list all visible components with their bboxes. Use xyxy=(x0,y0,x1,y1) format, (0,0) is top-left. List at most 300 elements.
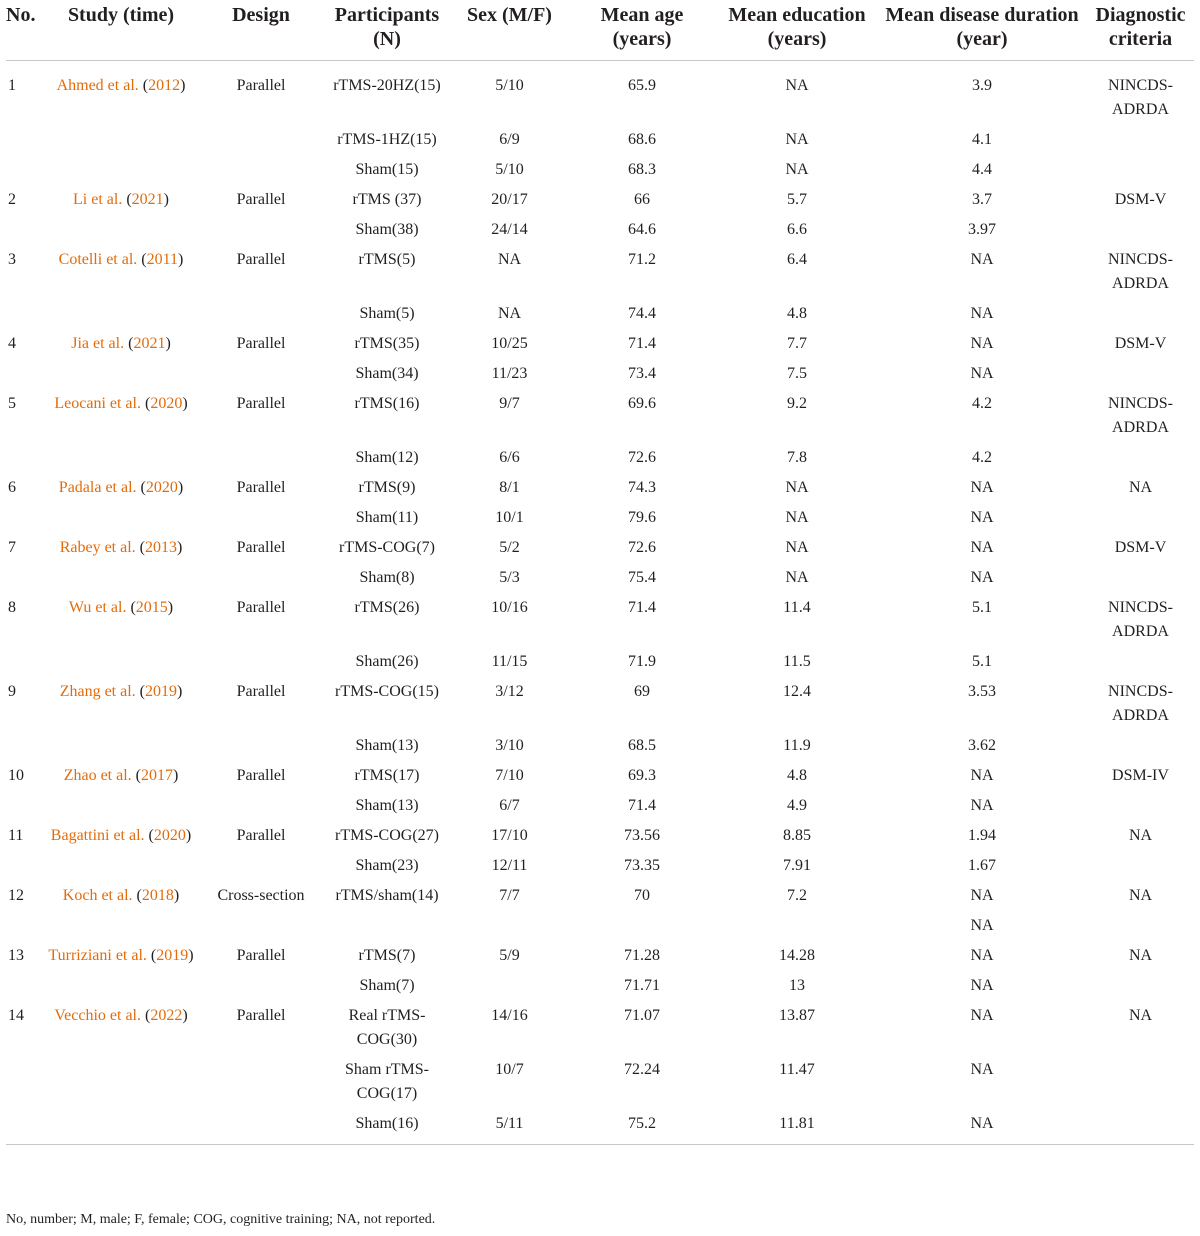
cell-disease-duration: 4.2 xyxy=(972,449,992,466)
cell-study: Turriziani et al. (2019) xyxy=(48,947,194,964)
table-row xyxy=(6,818,1194,848)
study-author-link[interactable]: Ahmed et al. xyxy=(56,77,139,94)
cell-participants: rTMS(7) xyxy=(358,947,416,964)
cell-disease-duration: 3.7 xyxy=(972,191,992,208)
cell-participants: Sham(23) xyxy=(355,857,419,874)
cell-design xyxy=(200,500,322,530)
cell-sex: 14/16 xyxy=(491,1007,528,1024)
study-year-link[interactable]: 2019 xyxy=(156,947,189,964)
cell-no: 13 xyxy=(8,947,24,964)
cell-diagnostic-criteria xyxy=(1087,848,1194,878)
cell-sex: 3/12 xyxy=(495,683,524,700)
table-row xyxy=(6,326,1194,356)
cell-mean-age: 71.2 xyxy=(628,251,656,268)
cell-mean-age: 69.3 xyxy=(628,767,656,784)
study-year-link[interactable]: 2018 xyxy=(141,887,174,904)
cell-design xyxy=(200,1052,322,1106)
cell-mean-education: 9.2 xyxy=(787,395,807,412)
cell-mean-education: 7.91 xyxy=(783,857,811,874)
cell-disease-duration: 1.67 xyxy=(968,857,996,874)
table-row xyxy=(6,530,1194,560)
cell-design xyxy=(200,560,322,590)
header-design: Design xyxy=(232,4,290,26)
cell-disease-duration: NA xyxy=(970,947,994,964)
cell-mean-education: 13.87 xyxy=(779,1007,815,1024)
study-year-link[interactable]: 2021 xyxy=(131,191,164,208)
table-footnote: No, number; M, male; F, female; COG, cognitive training; NA, not reported. xyxy=(6,1212,436,1227)
cell-study: Bagattini et al. (2020) xyxy=(50,827,192,844)
cell-design: Cross-section xyxy=(217,887,305,904)
cell-sex: 12/11 xyxy=(491,857,528,874)
cell-mean-education: NA xyxy=(785,569,809,586)
cell-no xyxy=(6,500,42,530)
cell-design: Parallel xyxy=(236,683,286,700)
study-year-link[interactable]: 2022 xyxy=(150,1007,183,1024)
table-row xyxy=(6,296,1194,326)
cell-study xyxy=(42,968,200,998)
table-row xyxy=(6,938,1194,968)
cell-diagnostic-criteria: NINCDS-ADRDA xyxy=(1108,251,1173,292)
cell-diagnostic-criteria: DSM-IV xyxy=(1112,767,1169,784)
cell-participants: Sham(7) xyxy=(359,977,415,994)
cell-sex: 20/17 xyxy=(491,191,528,208)
cell-study: Padala et al. (2020) xyxy=(58,479,184,496)
study-author-link[interactable]: Rabey et al. xyxy=(59,539,136,556)
cell-sex: 24/14 xyxy=(491,221,528,238)
cell-study xyxy=(42,560,200,590)
cell-no xyxy=(6,152,42,182)
study-year-link[interactable]: 2012 xyxy=(148,77,181,94)
cell-disease-duration: NA xyxy=(970,365,994,382)
cell-disease-duration: NA xyxy=(970,251,994,268)
cell-no: 7 xyxy=(8,539,16,556)
study-year-link[interactable]: 2015 xyxy=(135,599,168,616)
cell-design xyxy=(200,440,322,470)
cell-design: Parallel xyxy=(236,251,286,268)
cell-design: Parallel xyxy=(236,947,286,964)
study-author-link[interactable]: Koch et al. xyxy=(62,887,133,904)
cell-study xyxy=(42,212,200,242)
study-author-link[interactable]: Padala et al. xyxy=(58,479,137,496)
cell-participants: Sham(13) xyxy=(355,737,419,754)
cell-no xyxy=(6,356,42,386)
cell-sex: 17/10 xyxy=(491,827,528,844)
cell-mean-age: 71.07 xyxy=(624,1007,660,1024)
cell-sex: 5/9 xyxy=(499,947,520,964)
cell-disease-duration: 4.1 xyxy=(972,131,992,148)
cell-diagnostic-criteria xyxy=(1087,968,1194,998)
cell-design: Parallel xyxy=(236,1007,286,1024)
cell-design: Parallel xyxy=(236,539,286,556)
cell-no: 12 xyxy=(8,887,24,904)
cell-study: Leocani et al. (2020) xyxy=(54,395,188,412)
cell-diagnostic-criteria: DSM-V xyxy=(1114,539,1167,556)
cell-study: Zhang et al. (2019) xyxy=(59,683,183,700)
cell-participants: rTMS(9) xyxy=(358,479,416,496)
cell-study xyxy=(42,356,200,386)
cell-mean-education: NA xyxy=(785,77,809,94)
cell-participants: rTMS(17) xyxy=(354,767,420,784)
cell-mean-age: 71.28 xyxy=(624,947,660,964)
cell-participants: Sham(34) xyxy=(355,365,419,382)
cell-study xyxy=(42,500,200,530)
cell-diagnostic-criteria: NA xyxy=(1128,947,1153,964)
cell-participants: rTMS/sham(14) xyxy=(335,887,439,904)
cell-design: Parallel xyxy=(236,395,286,412)
cell-disease-duration: NA xyxy=(970,1007,994,1024)
study-year-link[interactable]: 2011 xyxy=(146,251,179,268)
cell-mean-education: 6.6 xyxy=(787,221,807,238)
table-row xyxy=(6,968,1194,998)
cell-participants: rTMS-20HZ(15) xyxy=(333,77,441,94)
cell-disease-duration: 4.2 xyxy=(972,395,992,412)
study-author-link[interactable]: Li et al. xyxy=(73,191,123,208)
cell-participants xyxy=(322,908,452,938)
cell-design xyxy=(200,356,322,386)
cell-mean-education: 11.9 xyxy=(783,737,811,754)
header-participants: Participants (N) xyxy=(334,4,440,50)
cell-sex: 11/23 xyxy=(491,365,528,382)
cell-mean-age: 72.6 xyxy=(628,539,656,556)
cell-design xyxy=(200,296,322,326)
table-row xyxy=(6,182,1194,212)
table-row xyxy=(6,848,1194,878)
cell-sex: 5/10 xyxy=(495,77,524,94)
table-row xyxy=(6,242,1194,296)
cell-mean-age: 73.4 xyxy=(628,365,656,382)
cell-disease-duration: 5.1 xyxy=(972,653,992,670)
cell-diagnostic-criteria: DSM-V xyxy=(1114,335,1167,352)
cell-disease-duration: NA xyxy=(970,509,994,526)
cell-diagnostic-criteria: NA xyxy=(1128,479,1153,496)
cell-mean-age: 70 xyxy=(634,887,650,904)
table-row xyxy=(6,644,1194,674)
study-characteristics-table xyxy=(6,0,1194,1145)
cell-disease-duration: 5.1 xyxy=(972,599,992,616)
study-year-link[interactable]: 2019 xyxy=(144,683,177,700)
study-author-link[interactable]: Leocani et al. xyxy=(54,395,141,412)
cell-diagnostic-criteria xyxy=(1087,908,1194,938)
header-row xyxy=(6,0,1194,61)
study-year-link[interactable]: 2013 xyxy=(144,539,177,556)
cell-mean-age: 69.6 xyxy=(628,395,656,412)
cell-mean-age: 71.71 xyxy=(624,977,660,994)
cell-mean-education: 11.81 xyxy=(779,1115,815,1132)
study-year-link[interactable]: 2020 xyxy=(150,395,183,412)
cell-no xyxy=(6,440,42,470)
cell-study: Li et al. (2021) xyxy=(73,191,169,208)
study-author-link[interactable]: Wu et al. xyxy=(68,599,127,616)
cell-participants: Sham(15) xyxy=(355,161,419,178)
cell-design xyxy=(200,212,322,242)
cell-diagnostic-criteria xyxy=(1087,122,1194,152)
cell-diagnostic-criteria xyxy=(1087,644,1194,674)
study-author-link[interactable]: Zhao et al. xyxy=(63,767,132,784)
cell-mean-age: 74.3 xyxy=(628,479,656,496)
cell-study xyxy=(42,788,200,818)
study-author-link[interactable]: Vecchio et al. xyxy=(54,1007,141,1024)
cell-sex: 6/7 xyxy=(499,797,520,814)
table-row xyxy=(6,470,1194,500)
cell-design xyxy=(200,848,322,878)
cell-mean-education: NA xyxy=(785,479,809,496)
cell-study: Ahmed et al. (2012) xyxy=(56,77,186,94)
study-year-link[interactable]: 2017 xyxy=(140,767,173,784)
cell-no xyxy=(6,968,42,998)
cell-no: 10 xyxy=(8,767,24,784)
cell-participants: rTMS-1HZ(15) xyxy=(337,131,437,148)
header-no: No. xyxy=(6,4,36,26)
cell-sex: 3/10 xyxy=(495,737,524,754)
cell-sex: 5/10 xyxy=(495,161,524,178)
cell-diagnostic-criteria xyxy=(1087,212,1194,242)
cell-no xyxy=(6,788,42,818)
cell-participants: Sham(8) xyxy=(359,569,415,586)
table-row xyxy=(6,590,1194,644)
cell-sex: 10/25 xyxy=(491,335,528,352)
cell-study xyxy=(42,728,200,758)
cell-participants: Sham(26) xyxy=(355,653,419,670)
table-row xyxy=(6,1052,1194,1106)
cell-sex: 7/7 xyxy=(499,887,520,904)
cell-disease-duration: NA xyxy=(970,977,994,994)
table-row xyxy=(6,560,1194,590)
cell-mean-education: 4.9 xyxy=(787,797,807,814)
cell-disease-duration: NA xyxy=(970,1061,994,1078)
cell-participants: rTMS(35) xyxy=(354,335,420,352)
cell-sex: 9/7 xyxy=(499,395,520,412)
cell-no: 6 xyxy=(8,479,16,496)
cell-disease-duration: 1.94 xyxy=(968,827,996,844)
cell-no xyxy=(6,644,42,674)
cell-participants: Sham rTMS-COG(17) xyxy=(345,1061,429,1102)
table-row xyxy=(6,878,1194,908)
cell-diagnostic-criteria: DSM-V xyxy=(1114,191,1167,208)
cell-mean-education: 5.7 xyxy=(787,191,807,208)
table-row xyxy=(6,61,1194,123)
cell-design xyxy=(200,968,322,998)
table-row xyxy=(6,788,1194,818)
cell-diagnostic-criteria xyxy=(1087,500,1194,530)
cell-design xyxy=(200,644,322,674)
cell-study: Vecchio et al. (2022) xyxy=(54,1007,188,1024)
cell-participants: Sham(11) xyxy=(355,509,419,526)
cell-study: Wu et al. (2015) xyxy=(68,599,174,616)
table-row xyxy=(6,1106,1194,1145)
table-row xyxy=(6,356,1194,386)
cell-sex: NA xyxy=(497,251,522,268)
cell-participants: Sham(12) xyxy=(355,449,419,466)
cell-mean-education: 7.7 xyxy=(787,335,807,352)
cell-diagnostic-criteria xyxy=(1087,152,1194,182)
study-year-link[interactable]: 2021 xyxy=(133,335,166,352)
cell-mean-age: 68.3 xyxy=(628,161,656,178)
cell-sex: 5/2 xyxy=(499,539,520,556)
cell-mean-age: 75.4 xyxy=(628,569,656,586)
cell-participants: rTMS(16) xyxy=(354,395,420,412)
cell-disease-duration: NA xyxy=(970,305,994,322)
cell-participants: Sham(16) xyxy=(355,1115,419,1132)
cell-no xyxy=(6,1106,42,1145)
cell-participants: rTMS-COG(27) xyxy=(335,827,439,844)
cell-mean-age: 69 xyxy=(634,683,650,700)
study-author-link[interactable]: Jia et al. xyxy=(71,335,125,352)
cell-no xyxy=(6,212,42,242)
table-row xyxy=(6,758,1194,788)
cell-mean-education: 6.4 xyxy=(787,251,807,268)
cell-study xyxy=(42,122,200,152)
cell-disease-duration: NA xyxy=(970,797,994,814)
cell-mean-age: 66 xyxy=(634,191,650,208)
cell-sex: 6/9 xyxy=(499,131,520,148)
cell-design xyxy=(200,152,322,182)
cell-design xyxy=(200,122,322,152)
cell-mean-education: NA xyxy=(785,509,809,526)
cell-disease-duration: 4.4 xyxy=(972,161,992,178)
cell-disease-duration: NA xyxy=(970,1115,994,1132)
cell-participants: Sham(5) xyxy=(359,305,415,322)
cell-diagnostic-criteria: NA xyxy=(1128,887,1153,904)
table-row xyxy=(6,728,1194,758)
cell-design: Parallel xyxy=(236,191,286,208)
cell-no: 1 xyxy=(8,77,16,94)
table-row xyxy=(6,386,1194,440)
cell-participants: rTMS(5) xyxy=(358,251,416,268)
cell-mean-education: 7.8 xyxy=(787,449,807,466)
cell-study xyxy=(42,848,200,878)
cell-mean-education: 4.8 xyxy=(787,767,807,784)
cell-study xyxy=(42,1052,200,1106)
cell-study xyxy=(42,1106,200,1145)
cell-participants: rTMS(26) xyxy=(354,599,420,616)
cell-mean-education: 11.47 xyxy=(779,1061,815,1078)
study-author-link[interactable]: Cotelli et al. xyxy=(58,251,138,268)
cell-no: 4 xyxy=(8,335,16,352)
cell-study: Cotelli et al. (2011) xyxy=(58,251,184,268)
cell-mean-education: 7.5 xyxy=(787,365,807,382)
cell-design: Parallel xyxy=(236,479,286,496)
table-row xyxy=(6,212,1194,242)
cell-mean-age: 71.4 xyxy=(628,797,656,814)
cell-disease-duration: 3.62 xyxy=(968,737,996,754)
study-author-link[interactable]: Turriziani et al. xyxy=(48,947,147,964)
cell-mean-education: 11.4 xyxy=(783,599,811,616)
cell-disease-duration: 3.97 xyxy=(968,221,996,238)
cell-no: 2 xyxy=(8,191,16,208)
cell-design: Parallel xyxy=(236,767,286,784)
cell-sex: 11/15 xyxy=(491,653,528,670)
study-year-link[interactable]: 2020 xyxy=(153,827,186,844)
cell-mean-age: 65.9 xyxy=(628,77,656,94)
study-year-link[interactable]: 2020 xyxy=(145,479,178,496)
study-author-link[interactable]: Bagattini et al. xyxy=(50,827,145,844)
cell-no: 5 xyxy=(8,395,16,412)
cell-design xyxy=(200,728,322,758)
cell-diagnostic-criteria: NINCDS-ADRDA xyxy=(1108,395,1173,436)
cell-mean-education: 7.2 xyxy=(787,887,807,904)
table-row xyxy=(6,122,1194,152)
cell-participants: rTMS (37) xyxy=(352,191,422,208)
cell-disease-duration: NA xyxy=(970,767,994,784)
cell-mean-education xyxy=(717,908,877,938)
cell-sex xyxy=(452,908,567,938)
cell-no xyxy=(6,848,42,878)
table-row xyxy=(6,674,1194,728)
cell-design xyxy=(200,908,322,938)
cell-no: 9 xyxy=(8,683,16,700)
cell-study xyxy=(42,440,200,470)
cell-diagnostic-criteria xyxy=(1087,356,1194,386)
cell-sex: 10/16 xyxy=(491,599,528,616)
cell-mean-education: 8.85 xyxy=(783,827,811,844)
cell-no xyxy=(6,1052,42,1106)
cell-sex: 5/11 xyxy=(495,1115,524,1132)
table-row xyxy=(6,998,1194,1052)
cell-no xyxy=(6,122,42,152)
cell-mean-education: 4.8 xyxy=(787,305,807,322)
cell-study: Zhao et al. (2017) xyxy=(63,767,179,784)
cell-mean-age: 64.6 xyxy=(628,221,656,238)
cell-disease-duration: 3.9 xyxy=(972,77,992,94)
header-study: Study (time) xyxy=(67,4,175,26)
table-row xyxy=(6,152,1194,182)
cell-no: 3 xyxy=(8,251,16,268)
cell-mean-education: NA xyxy=(785,161,809,178)
cell-diagnostic-criteria: NA xyxy=(1128,1007,1153,1024)
cell-study xyxy=(42,296,200,326)
cell-design xyxy=(200,1106,322,1145)
cell-design: Parallel xyxy=(236,335,286,352)
cell-mean-education: 14.28 xyxy=(779,947,815,964)
cell-mean-age: 71.4 xyxy=(628,335,656,352)
cell-participants: rTMS-COG(7) xyxy=(339,539,435,556)
cell-diagnostic-criteria xyxy=(1087,788,1194,818)
cell-design: Parallel xyxy=(236,827,286,844)
cell-disease-duration: NA xyxy=(970,479,994,496)
cell-study: Rabey et al. (2013) xyxy=(59,539,183,556)
cell-design: Parallel xyxy=(236,77,286,94)
cell-study: Jia et al. (2021) xyxy=(71,335,171,352)
cell-mean-age: 74.4 xyxy=(628,305,656,322)
table-row xyxy=(6,440,1194,470)
study-author-link[interactable]: Zhang et al. xyxy=(59,683,136,700)
cell-diagnostic-criteria xyxy=(1087,560,1194,590)
cell-mean-age: 71.9 xyxy=(628,653,656,670)
cell-sex: 5/3 xyxy=(499,569,520,586)
cell-sex: 7/10 xyxy=(495,767,524,784)
cell-mean-age: 73.35 xyxy=(624,857,660,874)
cell-no xyxy=(6,560,42,590)
cell-participants: Sham(38) xyxy=(355,221,419,238)
cell-diagnostic-criteria xyxy=(1087,296,1194,326)
cell-mean-age: 75.2 xyxy=(628,1115,656,1132)
cell-participants: Real rTMS-COG(30) xyxy=(348,1007,426,1048)
cell-study xyxy=(42,644,200,674)
cell-disease-duration: 3.53 xyxy=(968,683,996,700)
header-sex: Sex (M/F) xyxy=(467,4,552,26)
table-row xyxy=(6,500,1194,530)
cell-diagnostic-criteria xyxy=(1087,1052,1194,1106)
cell-sex: 10/7 xyxy=(495,1061,524,1078)
cell-diagnostic-criteria: NINCDS-ADRDA xyxy=(1108,683,1173,724)
cell-sex: NA xyxy=(497,305,522,322)
cell-no xyxy=(6,728,42,758)
cell-design: Parallel xyxy=(236,599,286,616)
cell-participants: Sham(13) xyxy=(355,797,419,814)
cell-mean-age: 79.6 xyxy=(628,509,656,526)
cell-disease-duration: NA xyxy=(970,917,994,934)
cell-diagnostic-criteria xyxy=(1087,1106,1194,1145)
